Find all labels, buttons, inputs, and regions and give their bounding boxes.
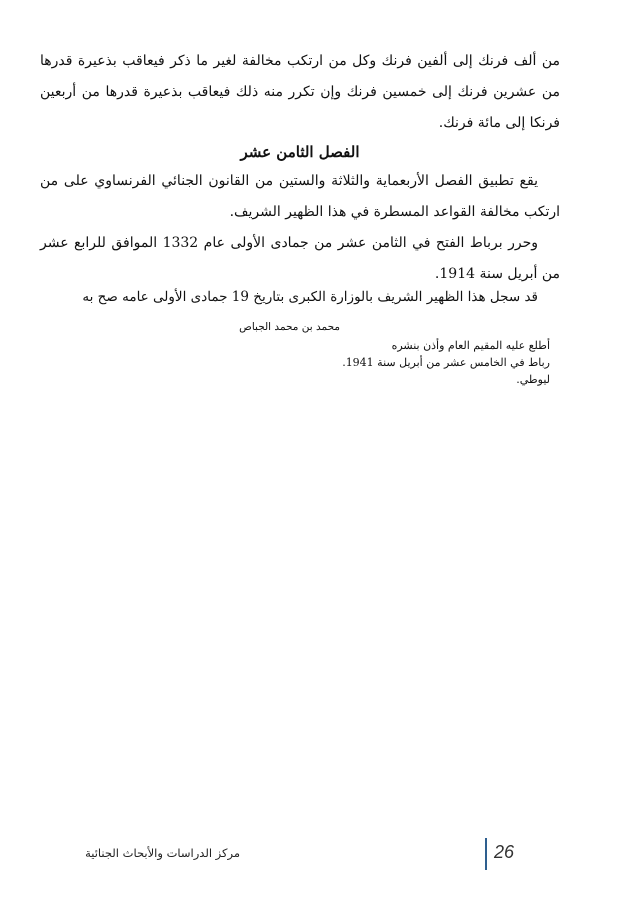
notice-line-1: أطلع عليه المقيم العام وأذن بنشره <box>391 339 550 352</box>
notice-line-3: ليوطي. <box>516 373 550 386</box>
notice-line-2: رباط في الخامس عشر من أبريل سنة 1941. <box>342 356 550 369</box>
paragraph-penalties: من ألف فرنك إلى ألفين فرنك وكل من ارتكب مخالفة لغير ما ذكر فيعاقب بذعيرة قدرها من عشرين فرنك إلى خمسين فرنك وإن تكرر منه ذلك فيعاقب بذعيرة قدرها من أربعين فرنكا إلى مائة فرنك. <box>40 53 560 131</box>
footer-center-name: مركز الدراسات والأبحاث الجنائية <box>85 846 240 860</box>
section-heading: الفصل الثامن عشر <box>240 143 360 161</box>
page-number: 26 <box>494 842 515 862</box>
paragraph-date: وحرر برباط الفتح في الثامن عشر من جمادى الأولى عام 1332 الموافق للرابع عشر من أبريل سنة 1914. <box>40 235 560 282</box>
paragraph-registration: قد سجل هذا الظهير الشريف بالوزارة الكبرى بتاريخ 19 جمادى الأولى عامه صح به <box>82 289 538 305</box>
paragraph-application: يقع تطبيق الفصل الأربعماية والثلاثة والستين من القانون الجنائي الفرنساوي على من ارتكب مخالفة القواعد المسطرة في هذا الظهير الشريف. <box>40 173 560 220</box>
footer-divider <box>485 838 487 870</box>
publication-notice <box>250 337 550 388</box>
signer-name: محمد بن محمد الجباص <box>239 321 340 333</box>
